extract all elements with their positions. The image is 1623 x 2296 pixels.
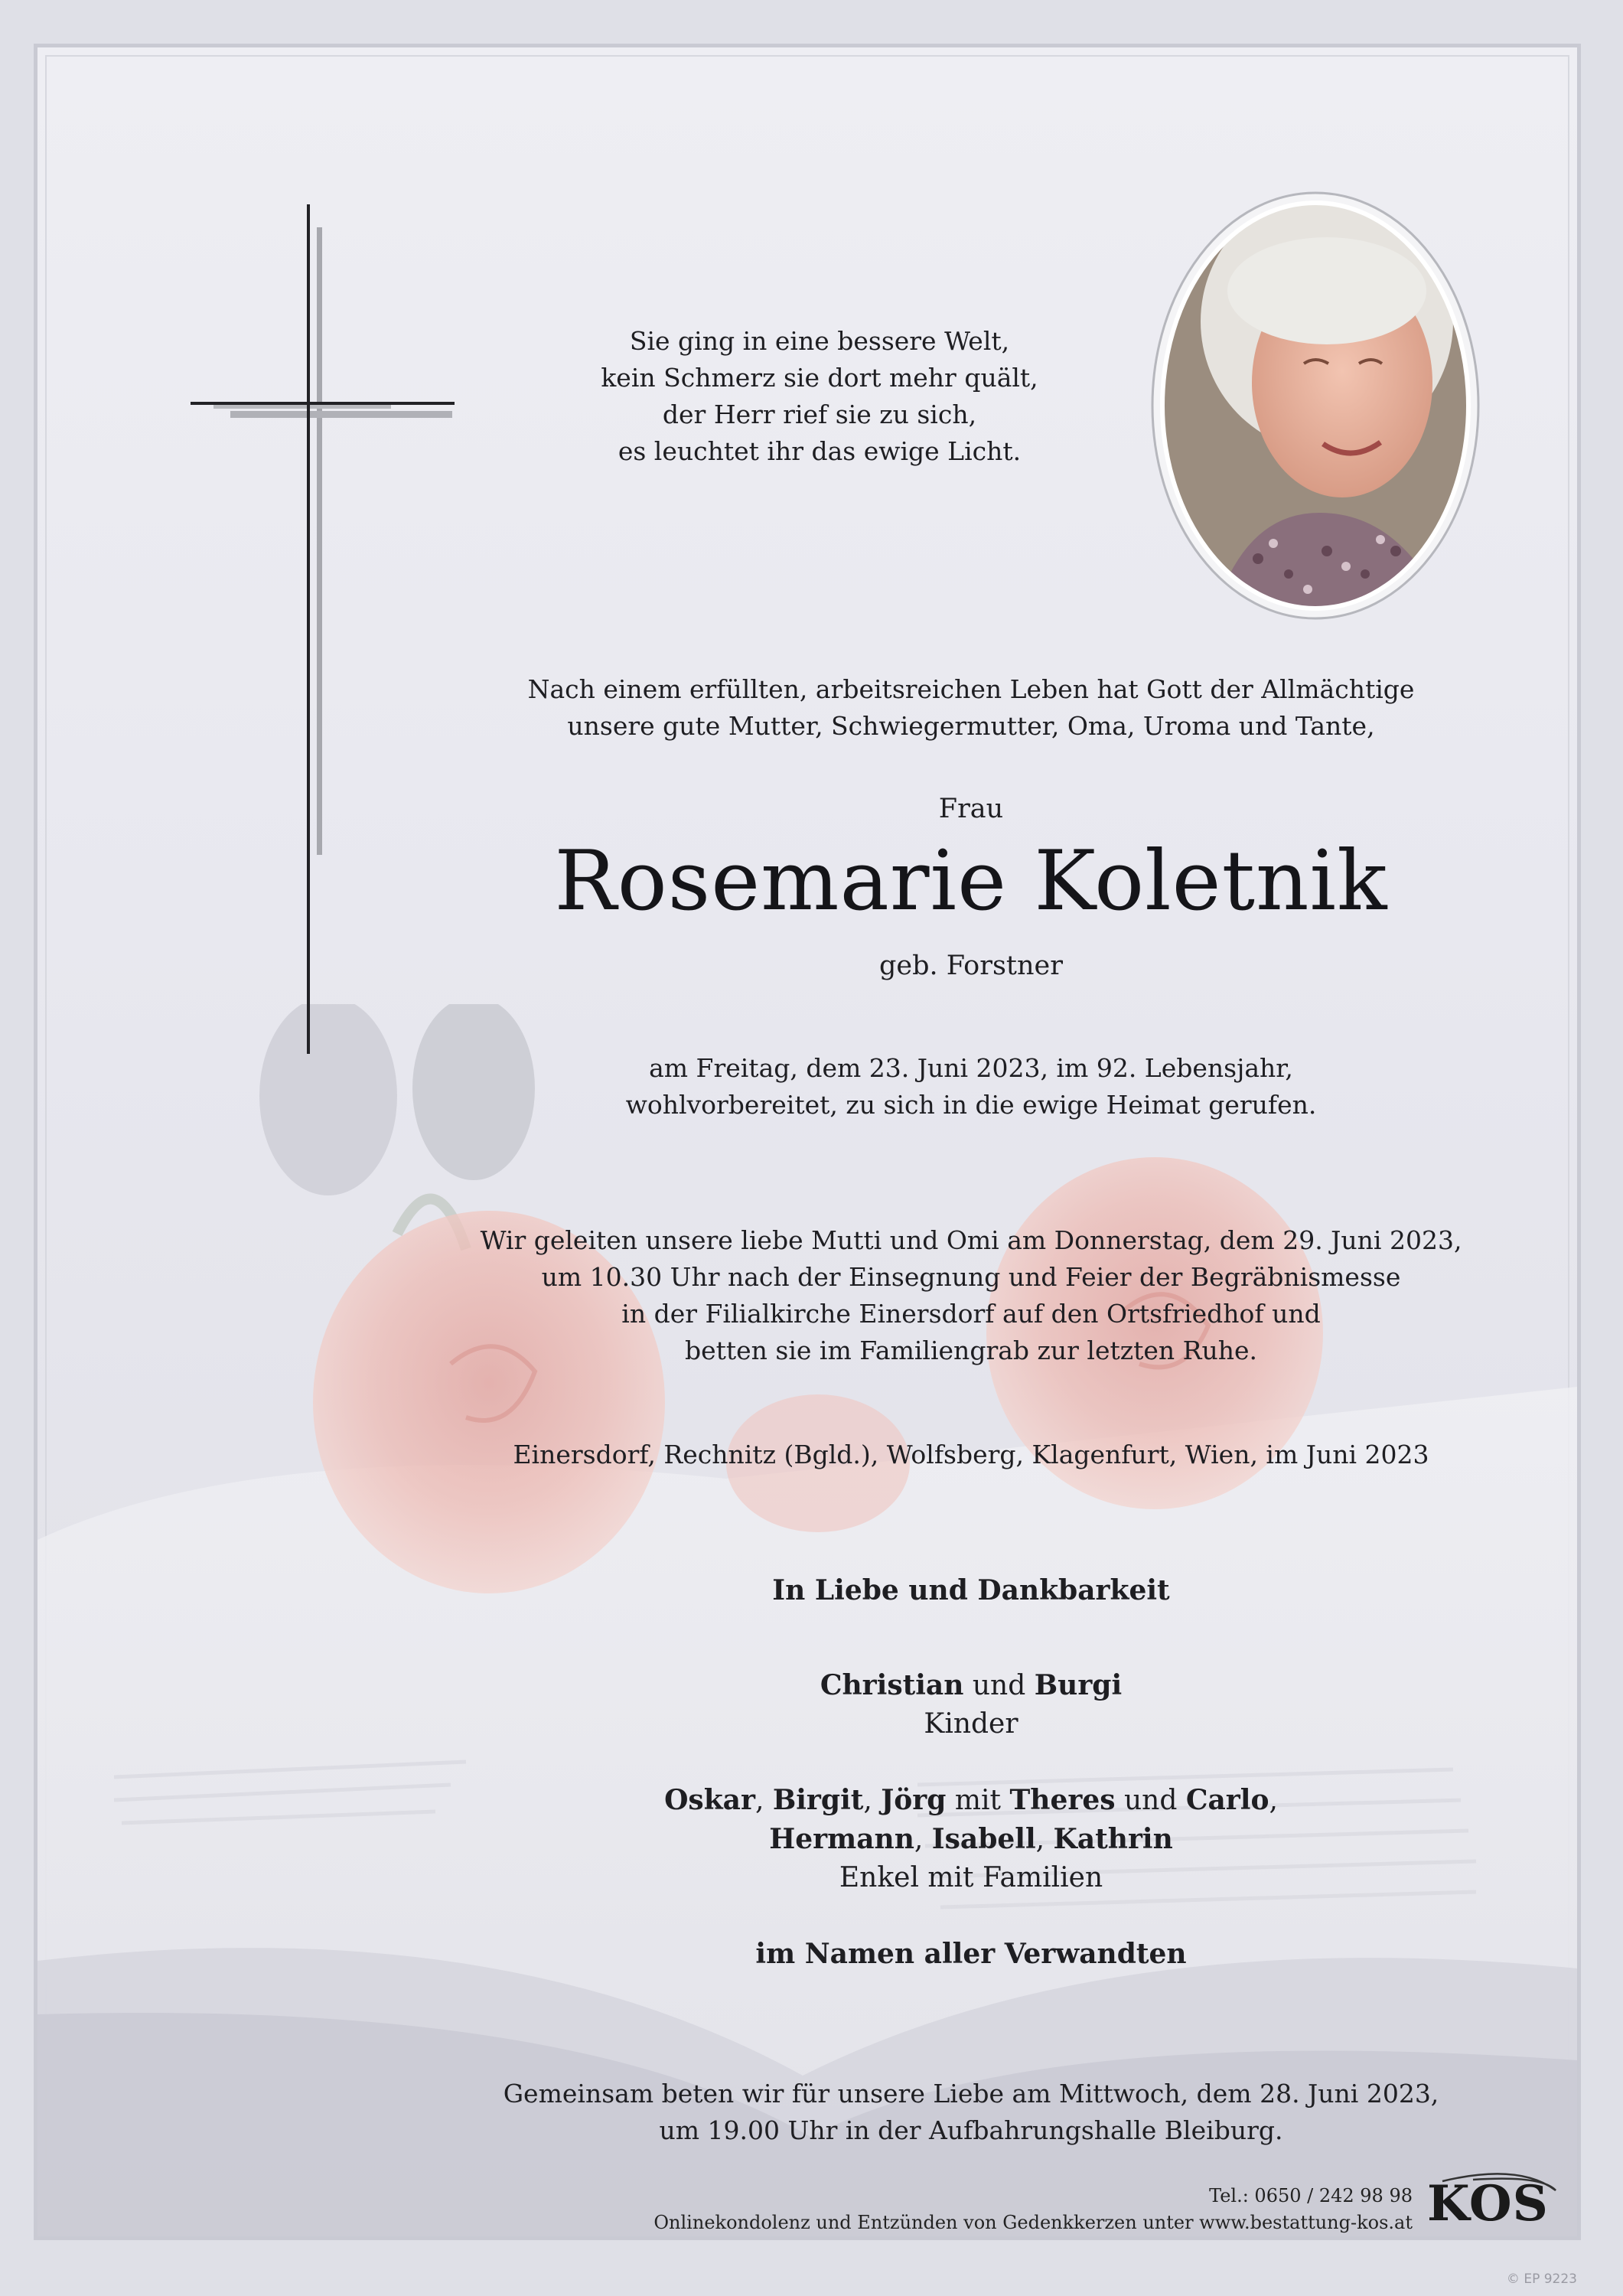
grandchild-name: Birgit (772, 1784, 864, 1816)
prayer-line: um 19.00 Uhr in der Aufbahrungshalle Bleiburg. (659, 2115, 1283, 2145)
page-frame (34, 44, 1581, 2240)
places-and-date: Einersdorf, Rechnitz (Bgld.), Wolfsberg, Klagenfurt, Wien, im Juni 2023 (513, 1440, 1429, 1469)
funeral-line: betten sie im Familiengrab zur letzten Ruhe. (684, 1336, 1258, 1365)
intro-line: unsere gute Mutter, Schwiegermutter, Oma, Uroma und Tante, (567, 711, 1375, 741)
verse-line: Sie ging in eine bessere Welt, (629, 326, 1010, 356)
print-code: © EP 9223 (1506, 2272, 1577, 2287)
death-notice (405, 1050, 1537, 1124)
online-condolence-text: Onlinekondolenz und Entzünden von Gedenkkerzen unter www.bestattung-kos.at (653, 2212, 1413, 2233)
memorial-verse (506, 323, 1133, 470)
death-line: am Freitag, dem 23. Juni 2023, im 92. Lebensjahr, (649, 1053, 1293, 1083)
grandchild-name: Hermann (769, 1823, 914, 1855)
grandchildren-line-1: Oskar, Birgit, Jörg mit Theres und Carlo, (664, 1784, 1278, 1816)
birth-name: geb. Forstner (879, 951, 1063, 981)
verse-line: kein Schmerz sie dort mehr quält, (601, 363, 1038, 393)
children-role: Kinder (924, 1708, 1018, 1740)
intro-text (405, 671, 1537, 745)
grandchild-name: Kathrin (1053, 1823, 1173, 1855)
kos-logo (1427, 2167, 1572, 2232)
grandchild-name: Carlo (1185, 1784, 1269, 1816)
funeral-line: Wir geleiten unsere liebe Mutti und Omi am Donnerstag, dem 29. Juni 2023, (480, 1225, 1462, 1255)
deceased-name: Rosemarie Koletnik (554, 833, 1388, 929)
funeral-line: in der Filialkirche Einersdorf auf den Ortsfriedhof und (621, 1299, 1321, 1329)
grandchildren-line-2: Hermann, Isabell, Kathrin (769, 1823, 1173, 1855)
conjunction: mit (954, 1785, 1002, 1816)
prayer-notice (405, 2076, 1537, 2149)
verse-line: der Herr rief sie zu sich, (662, 400, 977, 429)
grandchild-name: Jörg (881, 1784, 947, 1816)
conjunction: und (1123, 1785, 1178, 1816)
grandchildren-role: Enkel mit Familien (839, 1862, 1103, 1893)
background-book-roses-image (37, 1004, 1577, 2236)
grandchild-name: Theres (1009, 1784, 1116, 1816)
prayer-line: Gemeinsam beten wir für unsere Liebe am Mittwoch, dem 28. Juni 2023, (503, 2079, 1439, 2108)
conjunction: und (972, 1670, 1026, 1701)
mourners-heading: In Liebe und Dankbarkeit (772, 1574, 1170, 1606)
funeral-home-phone: Tel.: 0650 / 242 98 98 (1209, 2185, 1413, 2206)
children-names (405, 1666, 1537, 1705)
grandchild-name: Oskar (664, 1784, 755, 1816)
funeral-details (405, 1222, 1537, 1369)
grandchild-name: Isabell (931, 1823, 1036, 1855)
intro-line: Nach einem erfüllten, arbeitsreichen Leben hat Gott der Allmächtige (527, 674, 1415, 704)
salutation: Frau (938, 794, 1004, 824)
children-group (405, 1666, 1537, 1743)
death-line: wohlvorbereitet, zu sich in die ewige Heimat gerufen. (625, 1090, 1317, 1120)
child-name: Christian (820, 1669, 964, 1701)
funeral-line: um 10.30 Uhr nach der Einsegnung und Feier der Begräbnismesse (541, 1262, 1401, 1292)
logo-text: KOS (1427, 2175, 1549, 2232)
child-name: Burgi (1034, 1669, 1123, 1701)
verse-line: es leuchtet ihr das ewige Licht. (618, 436, 1022, 466)
grandchildren-group (405, 1781, 1537, 1897)
portrait-photo (1151, 191, 1480, 620)
relatives-line: im Namen aller Verwandten (755, 1938, 1187, 1970)
